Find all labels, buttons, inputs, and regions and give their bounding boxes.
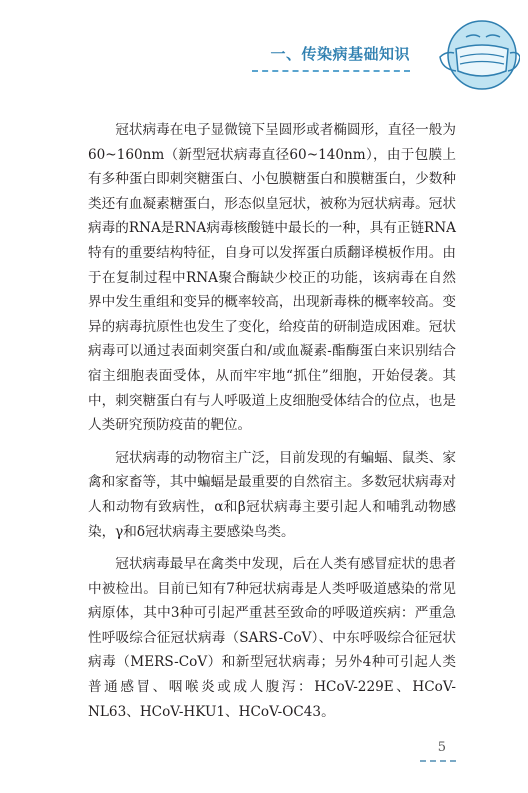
paragraph: 冠状病毒的动物宿主广泛，目前发现的有蝙蝠、鼠类、家禽和家畜等，其中蝙蝠是最重要的自然宿主。多数冠状病毒对人和动物有致病性，α和β冠状病毒主要引起人和哺乳动物感染，γ和δ冠状病毒主要感染鸟类。 — [88, 449, 456, 540]
header-divider — [252, 70, 410, 72]
page-header — [0, 0, 528, 90]
body-text — [88, 118, 456, 732]
section-title: 一、传染病基础知识 — [270, 45, 410, 63]
footer-divider — [420, 760, 456, 762]
paragraph: 冠状病毒在电子显微镜下呈圆形或者椭圆形，直径一般为60~160nm（新型冠状病毒直径60~140nm），由于包膜上有多种蛋白即刺突糖蛋白、小包膜糖蛋白和膜糖蛋白，少数种类还有血凝素糖蛋白，形态似皇冠状，被称为冠状病毒。冠状病毒的RNA是RNA病毒核酸链中最长的一种，具有正链RNA特有的重要结构特征，自身可以发挥蛋白质翻译模板作用。由于在复制过程中RNA聚合酶缺少校正的功能，该病毒在自然界中发生重组和变异的概率较高，出现新毒株的概率较高。变异的病毒抗原性也发生了变化，给疫苗的研制造成困难。冠状病毒可以通过表面刺突蛋白和/或血凝素-酯酶蛋白来识别结合宿主细胞表面受体，从而牢牢地“抓住”细胞，开始侵袭。其中，刺突糖蛋白有与人呼吸道上皮细胞受体结合的位点，也是人类研究预防疫苗的靶位。 — [88, 122, 456, 434]
page-number: 5 — [437, 740, 446, 755]
paragraph: 冠状病毒最早在禽类中发现，后在人类有感冒症状的患者中被检出。目前已知有7种冠状病毒是人类呼吸道感染的常见病原体，其中3种可引起严重甚至致命的呼吸道疾病：严重急性呼吸综合征冠状病毒（SARS-CoV）、中东呼吸综合征冠状病毒（MERS-CoV）和新型冠状病毒；另外4种可引起人类普通感冒、咽喉炎或成人腹泻：HCoV-229E、HCoV-NL63、HCoV-HKU1、HCoV-OC43。 — [88, 556, 456, 720]
face-mask-icon — [432, 15, 520, 93]
